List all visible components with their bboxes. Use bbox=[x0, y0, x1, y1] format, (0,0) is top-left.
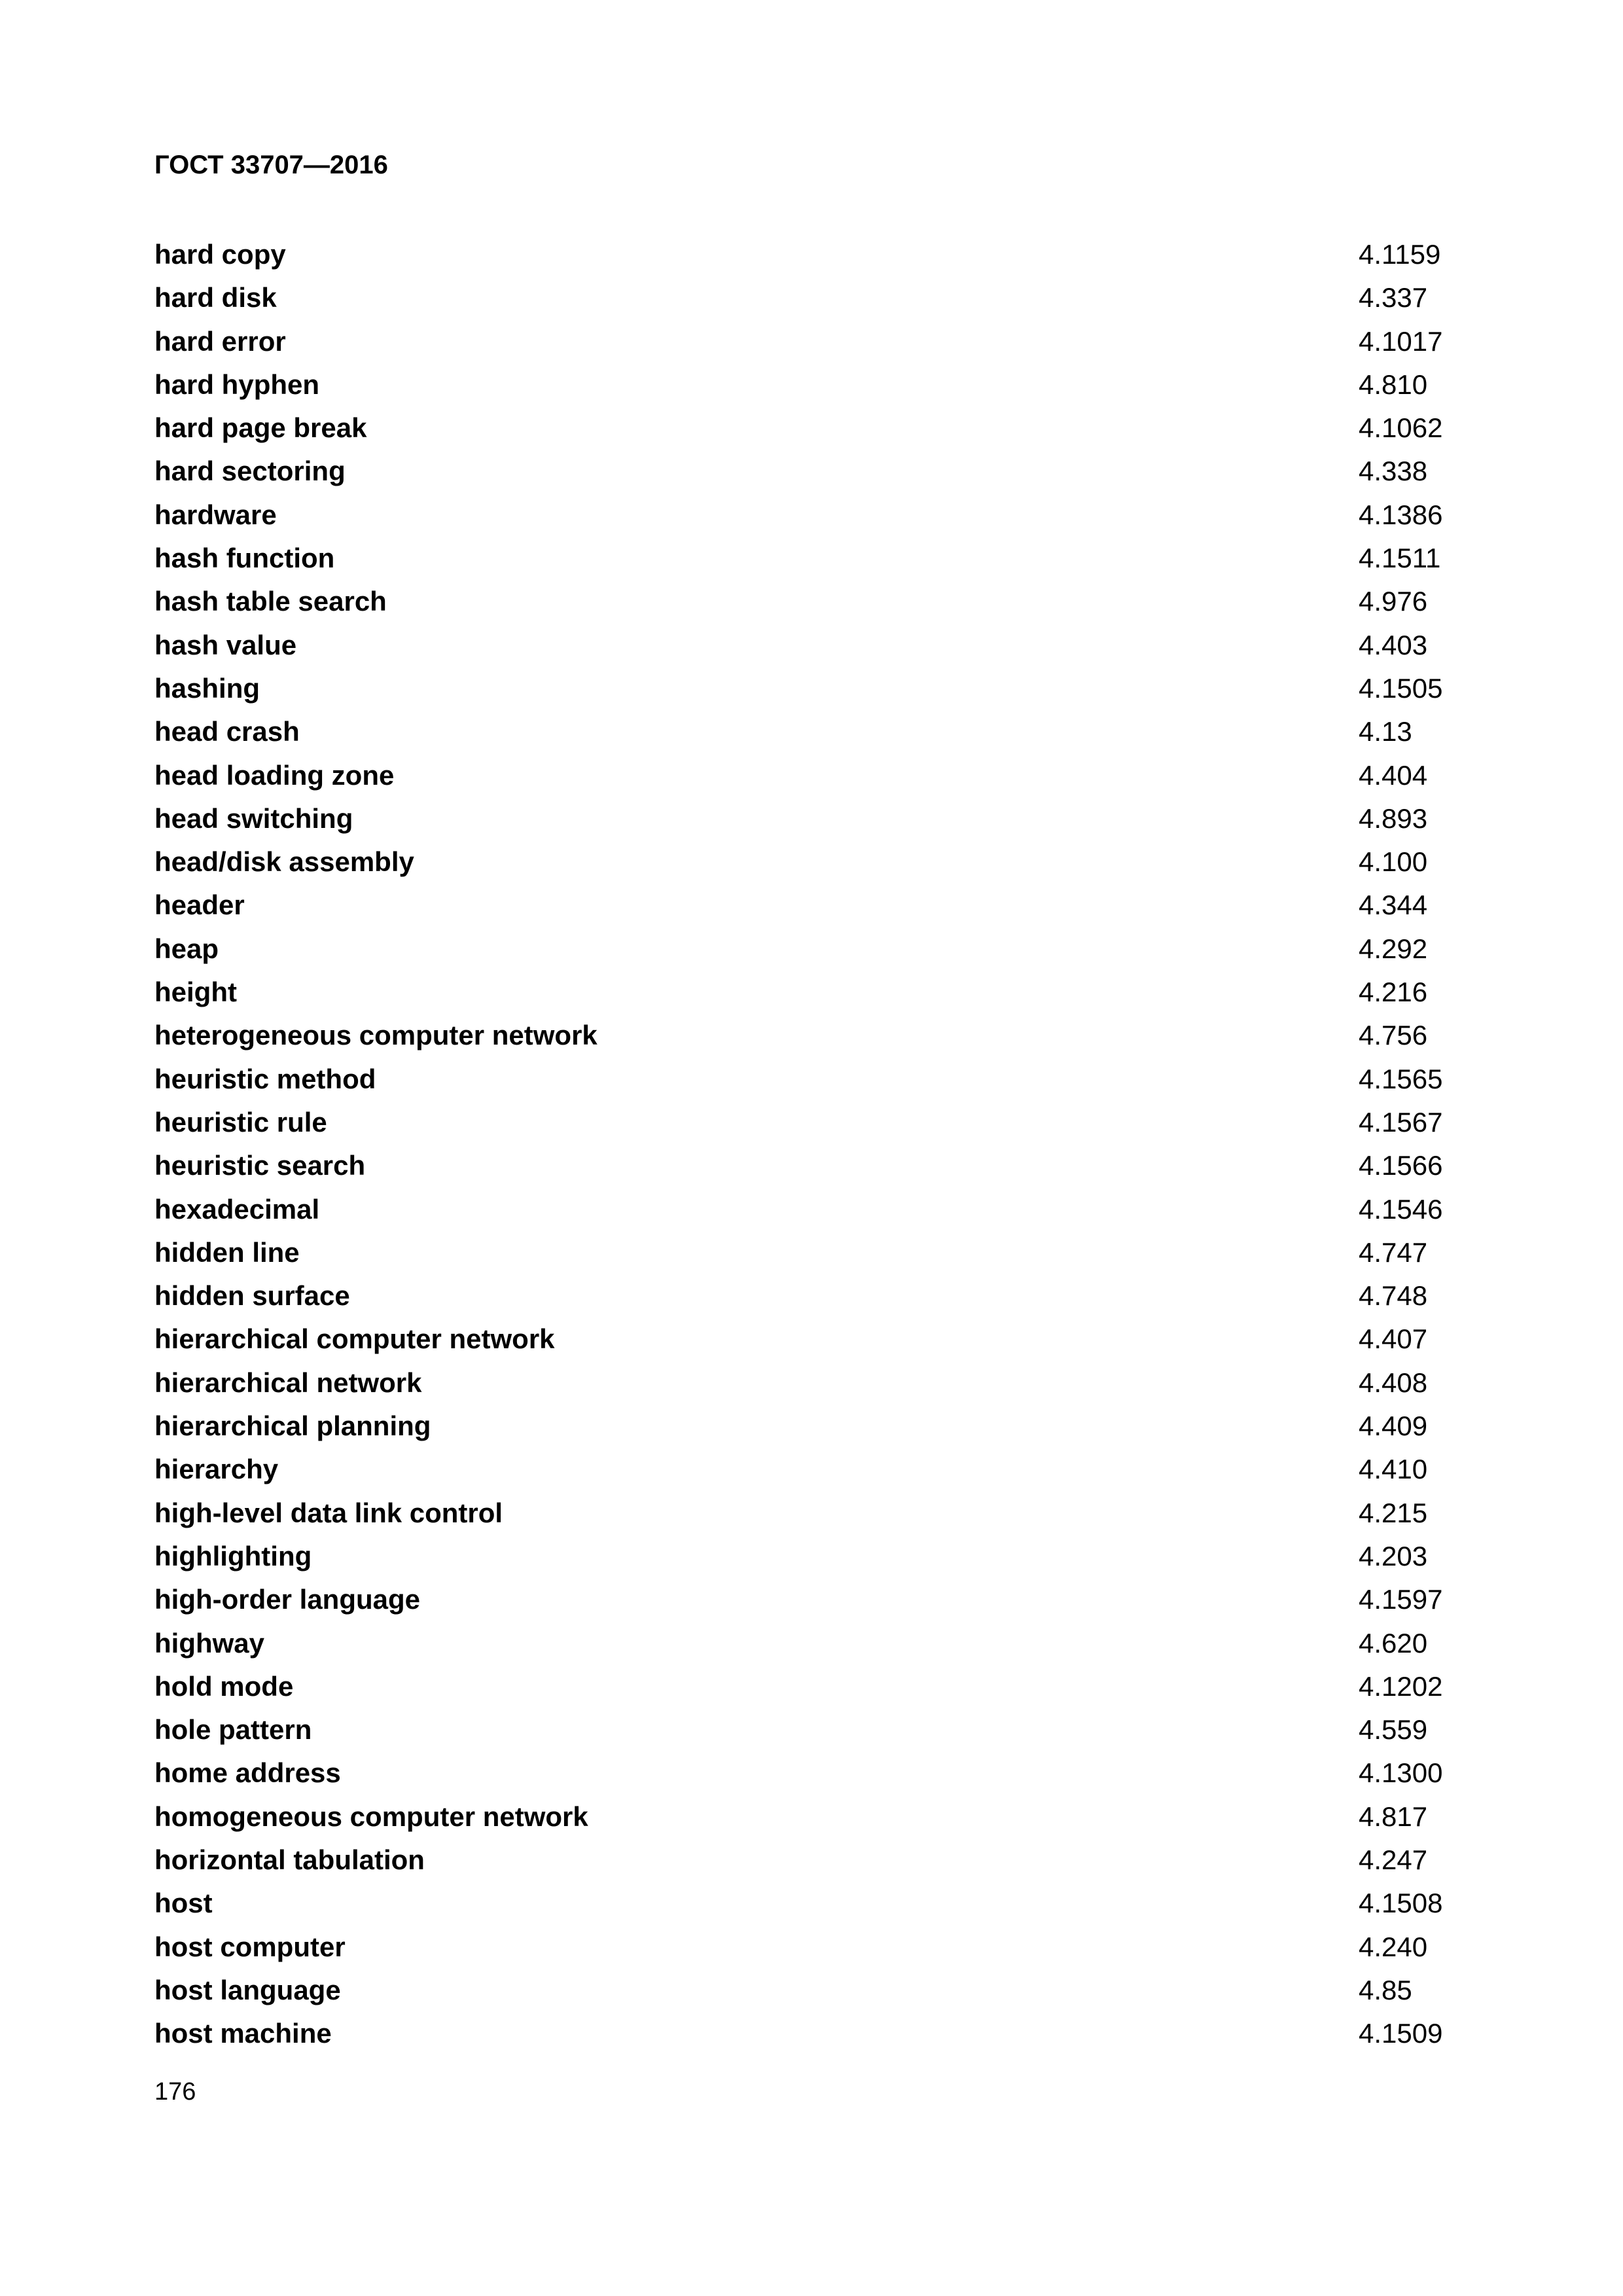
index-reference-number: 4.1567 bbox=[1359, 1106, 1443, 1138]
index-reference-number: 4.810 bbox=[1359, 368, 1428, 400]
index-reference-number: 4.247 bbox=[1359, 1844, 1428, 1875]
index-reference-number: 4.337 bbox=[1359, 282, 1428, 314]
index-term: heap bbox=[154, 933, 219, 964]
index-entry bbox=[154, 1361, 1476, 1405]
index-reference-number: 4.409 bbox=[1359, 1410, 1428, 1442]
index-entry bbox=[154, 1318, 1476, 1361]
index-entry bbox=[154, 2012, 1476, 2055]
index-term: head crash bbox=[154, 716, 300, 747]
index-reference-number: 4.292 bbox=[1359, 933, 1428, 964]
index-reference-number: 4.1159 bbox=[1359, 239, 1441, 270]
index-reference-number: 4.1505 bbox=[1359, 672, 1443, 704]
index-term: hash function bbox=[154, 543, 335, 574]
index-entry bbox=[154, 1014, 1476, 1057]
index-entry bbox=[154, 1535, 1476, 1578]
index-term: hash table search bbox=[154, 586, 387, 617]
index-entry bbox=[154, 1839, 1476, 1882]
index-entry bbox=[154, 320, 1476, 363]
index-term: hard sectoring bbox=[154, 456, 346, 487]
index-entry bbox=[154, 406, 1476, 450]
index-entry bbox=[154, 1188, 1476, 1231]
index-term: heuristic rule bbox=[154, 1106, 327, 1138]
index-entry bbox=[154, 1144, 1476, 1187]
index-reference-number: 4.403 bbox=[1359, 629, 1428, 660]
index-reference-number: 4.1546 bbox=[1359, 1193, 1443, 1225]
index-entry bbox=[154, 624, 1476, 667]
index-entry bbox=[154, 1926, 1476, 1969]
index-entry bbox=[154, 667, 1476, 710]
index-term: host bbox=[154, 1888, 213, 1919]
index-term: hierarchical network bbox=[154, 1367, 422, 1398]
index-term: highway bbox=[154, 1627, 265, 1659]
index-term: hexadecimal bbox=[154, 1193, 320, 1225]
index-entry bbox=[154, 1969, 1476, 2012]
index-term: hierarchy bbox=[154, 1454, 279, 1485]
index-entry bbox=[154, 1622, 1476, 1665]
index-term: heterogeneous computer network bbox=[154, 1020, 597, 1051]
index-term: height bbox=[154, 977, 237, 1008]
index-entry bbox=[154, 1665, 1476, 1708]
index-term: head loading zone bbox=[154, 759, 395, 791]
index-reference-number: 4.1202 bbox=[1359, 1670, 1443, 1702]
index-entry bbox=[154, 1405, 1476, 1448]
index-entry bbox=[154, 971, 1476, 1014]
index-reference-number: 4.404 bbox=[1359, 759, 1428, 791]
index-reference-number: 4.1386 bbox=[1359, 499, 1443, 530]
index-term: hard error bbox=[154, 325, 286, 357]
index-term: hash value bbox=[154, 629, 297, 660]
index-term: homogeneous computer network bbox=[154, 1801, 588, 1832]
index-term: hardware bbox=[154, 499, 277, 530]
index-term: hard copy bbox=[154, 239, 286, 270]
index-term: heuristic method bbox=[154, 1063, 376, 1094]
index-reference-number: 4.893 bbox=[1359, 802, 1428, 834]
index-reference-number: 4.1300 bbox=[1359, 1757, 1443, 1789]
index-entry bbox=[154, 1882, 1476, 1925]
index-reference-number: 4.620 bbox=[1359, 1627, 1428, 1659]
document-header: ГОСТ 33707—2016 bbox=[154, 151, 388, 179]
index-entry bbox=[154, 1795, 1476, 1839]
index-term: hard page break bbox=[154, 412, 367, 444]
index-term: hashing bbox=[154, 672, 260, 704]
index-entry bbox=[154, 1492, 1476, 1535]
index-entry bbox=[154, 710, 1476, 753]
index-reference-number: 4.407 bbox=[1359, 1323, 1428, 1355]
index-entry bbox=[154, 1101, 1476, 1144]
index-term: hierarchical planning bbox=[154, 1410, 431, 1442]
index-reference-number: 4.1509 bbox=[1359, 2018, 1443, 2049]
index-reference-number: 4.1017 bbox=[1359, 325, 1443, 357]
index-entry bbox=[154, 754, 1476, 797]
index-term: horizontal tabulation bbox=[154, 1844, 425, 1875]
index-entry bbox=[154, 493, 1476, 537]
index-term: hold mode bbox=[154, 1670, 294, 1702]
index-reference-number: 4.817 bbox=[1359, 1801, 1428, 1832]
index-reference-number: 4.216 bbox=[1359, 977, 1428, 1008]
index-entry bbox=[154, 797, 1476, 840]
index-entry bbox=[154, 1231, 1476, 1274]
index-reference-number: 4.203 bbox=[1359, 1540, 1428, 1571]
index-entry bbox=[154, 1058, 1476, 1101]
index-reference-number: 4.100 bbox=[1359, 846, 1428, 878]
index-term: host machine bbox=[154, 2018, 332, 2049]
index-reference-number: 4.1566 bbox=[1359, 1150, 1443, 1181]
index-entry bbox=[154, 363, 1476, 406]
index-entry bbox=[154, 884, 1476, 927]
index-term: highlighting bbox=[154, 1540, 312, 1571]
index-term: hidden surface bbox=[154, 1280, 350, 1312]
index-term: host language bbox=[154, 1974, 341, 2005]
index-entry bbox=[154, 537, 1476, 580]
index-term: hierarchical computer network bbox=[154, 1323, 555, 1355]
index-reference-number: 4.1565 bbox=[1359, 1063, 1443, 1094]
index-entry bbox=[154, 233, 1476, 276]
index-entry bbox=[154, 580, 1476, 623]
index-term: heuristic search bbox=[154, 1150, 366, 1181]
index-reference-number: 4.747 bbox=[1359, 1236, 1428, 1268]
index-entry bbox=[154, 1708, 1476, 1751]
page-number: 176 bbox=[154, 2078, 196, 2106]
index-reference-number: 4.344 bbox=[1359, 889, 1428, 921]
index-reference-number: 4.1597 bbox=[1359, 1584, 1443, 1615]
index-term: head switching bbox=[154, 802, 353, 834]
index-reference-number: 4.1511 bbox=[1359, 543, 1441, 574]
index-entry bbox=[154, 1274, 1476, 1318]
index-reference-number: 4.240 bbox=[1359, 1931, 1428, 1962]
index-term: host computer bbox=[154, 1931, 346, 1962]
index-entry bbox=[154, 450, 1476, 493]
index-entry bbox=[154, 927, 1476, 971]
index-reference-number: 4.13 bbox=[1359, 716, 1412, 747]
index-term: hard disk bbox=[154, 282, 277, 314]
index-reference-number: 4.85 bbox=[1359, 1974, 1412, 2005]
index-term: hole pattern bbox=[154, 1714, 312, 1746]
index-term: home address bbox=[154, 1757, 341, 1789]
index-reference-number: 4.1062 bbox=[1359, 412, 1443, 444]
index-reference-number: 4.408 bbox=[1359, 1367, 1428, 1398]
index-reference-number: 4.976 bbox=[1359, 586, 1428, 617]
index-reference-number: 4.756 bbox=[1359, 1020, 1428, 1051]
index-term: hard hyphen bbox=[154, 368, 320, 400]
index-entry bbox=[154, 1578, 1476, 1621]
index-entry bbox=[154, 1751, 1476, 1795]
index-reference-number: 4.559 bbox=[1359, 1714, 1428, 1746]
index-entry bbox=[154, 276, 1476, 319]
index-reference-number: 4.215 bbox=[1359, 1497, 1428, 1528]
index-reference-number: 4.410 bbox=[1359, 1454, 1428, 1485]
index-term: high-order language bbox=[154, 1584, 421, 1615]
index-reference-number: 4.1508 bbox=[1359, 1888, 1443, 1919]
index-entry bbox=[154, 840, 1476, 884]
index-reference-number: 4.748 bbox=[1359, 1280, 1428, 1312]
index-term: header bbox=[154, 889, 245, 921]
index-entry bbox=[154, 1448, 1476, 1491]
index-reference-number: 4.338 bbox=[1359, 456, 1428, 487]
index-term: high-level data link control bbox=[154, 1497, 503, 1528]
term-index-list bbox=[154, 233, 1476, 2055]
index-term: head/disk assembly bbox=[154, 846, 414, 878]
index-term: hidden line bbox=[154, 1236, 300, 1268]
